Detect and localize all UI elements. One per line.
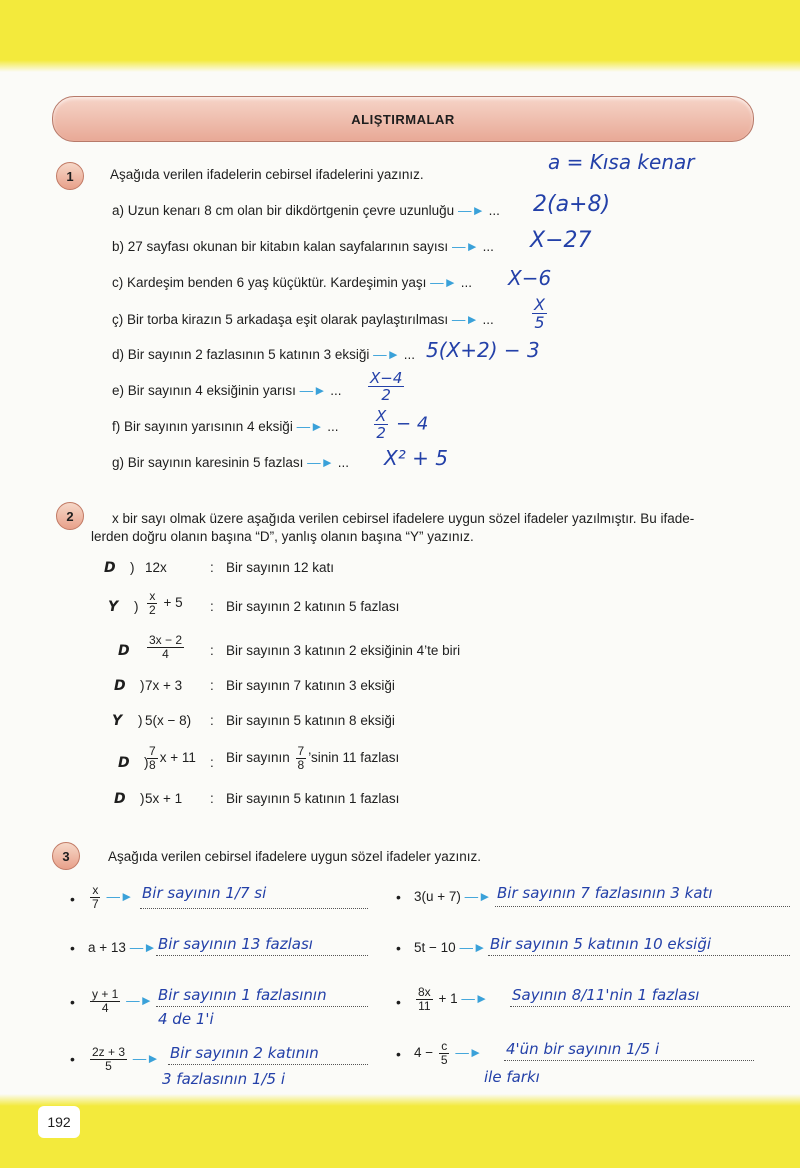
ex1-answer-e: $\frac{X-4}{2}$	[370, 369, 403, 404]
ex1-answer-c: X−6	[508, 266, 552, 290]
exercise-2-instruction-line2: lerden doğru olanın başına “D”, yanlış olanın başına “Y” yazınız.	[91, 529, 474, 544]
ex2-answer-2: D	[118, 643, 130, 659]
ex2-answer-0: D )	[104, 560, 135, 576]
exercise-1-instruction: Aşağıda verilen ifadelerin cebirsel ifadelerini yazınız.	[110, 167, 424, 182]
ex2-desc-5: Bir sayının $\frac{7}{8}$ ’sinin 11 fazlası	[226, 744, 400, 772]
ex2-desc-3: Bir sayının 7 katının 3 eksiği	[226, 678, 395, 693]
ex3-right-expr-3: 4 − $\frac{c}{5}$ —►	[414, 1039, 483, 1067]
ex1-item-c: c) Kardeşim benden 6 yaş küçüktür. Kardeşimin yaşı —► ...	[112, 275, 473, 290]
ex1-item-g: g) Bir sayının karesinin 5 fazlası —► ...	[112, 455, 349, 470]
ex1-item-d: d) Bir sayının 2 fazlasının 5 katının 3 eksiği —► ...	[112, 347, 416, 362]
ex3-right-answer-0: Bir sayının 7 fazlasının 3 katı	[497, 884, 713, 902]
ex3-left-answer-0: Bir sayının 1/7 si	[142, 884, 267, 902]
ex3-left-expr-3: $\frac{2z + 3}{5}$ —►	[92, 1045, 160, 1073]
ex2-desc-2: Bir sayının 3 katının 2 eksiğinin 4’te biri	[226, 643, 461, 658]
ex3-left-expr-2: $\frac{y + 1}{4}$ —►	[92, 987, 153, 1015]
exercise-number-1: 1	[56, 162, 84, 190]
exercise-3-instruction: Aşağıda verilen cebirsel ifadelere uygun sözel ifadeler yazınız.	[108, 849, 481, 864]
ex1-item-f: f) Bir sayının yarısının 4 eksiği —► ...	[112, 419, 339, 434]
section-header	[52, 96, 754, 142]
top-color-band	[0, 0, 800, 72]
ex2-expr-6: 5x + 1	[145, 791, 183, 806]
ex3-right-answer-3-line2: ile farkı	[484, 1068, 540, 1086]
exercise-2-instruction-line1: x bir sayı olmak üzere aşağıda verilen cebirsel ifadelere uygun sözel ifadeler yazılmıştır. Bu ifade-	[112, 511, 695, 526]
ex3-left-answer-3-line2: 3 fazlasının 1/5 i	[162, 1070, 286, 1088]
ex2-desc-0: Bir sayının 12 katı	[226, 560, 335, 575]
ex3-left-expr-1: a + 13 —►	[88, 940, 157, 955]
ex2-answer-4: Y )	[112, 713, 143, 729]
ex1-answer-f: $\frac{X}{2}$ − 4	[376, 407, 429, 442]
ex1-item-b: b) 27 sayfası okunan bir kitabın kalan sayfalarının sayısı —► ...	[112, 239, 494, 254]
ex1-item-a: a) Uzun kenarı 8 cm olan bir dikdörtgenin çevre uzunluğu —► ...	[112, 203, 500, 218]
ex3-left-answer-2: Bir sayının 1 fazlasının	[158, 986, 327, 1004]
ex1-item-cc: ç) Bir torba kirazın 5 arkadaşa eşit olarak paylaştırılması —► ...	[112, 312, 494, 327]
ex2-expr-3: 7x + 3	[145, 678, 183, 693]
ex1-item-e: e) Bir sayının 4 eksiğinin yarısı —► ...	[112, 383, 342, 398]
ex2-expr-1: $\frac{x}{2}$ + 5	[149, 589, 183, 617]
ex3-right-expr-0: 3(u + 7) —►	[414, 889, 492, 904]
ex3-right-expr-1: 5t − 10 —►	[414, 940, 487, 955]
ex2-answer-6: D )	[114, 791, 145, 807]
ex2-answer-5: D )	[118, 755, 149, 771]
ex2-desc-6: Bir sayının 5 katının 1 fazlası	[226, 791, 400, 806]
page-number: 192	[38, 1106, 80, 1138]
ex3-left-answer-1: Bir sayının 13 fazlası	[158, 935, 313, 953]
exercise-number-3: 3	[52, 842, 80, 870]
ex3-right-answer-2: Sayının 8/11'nin 1 fazlası	[512, 986, 700, 1004]
ex3-right-expr-2: $\frac{8x}{11}$ + 1 —►	[418, 985, 489, 1013]
handwritten-note: a = Kısa kenar	[548, 150, 695, 174]
ex3-right-answer-1: Bir sayının 5 katının 10 eksiği	[490, 935, 712, 953]
ex2-desc-4: Bir sayının 5 katının 8 eksiği	[226, 713, 395, 728]
ex3-left-answer-2-line2: 4 de 1'i	[158, 1010, 214, 1028]
ex3-left-expr-0: $\frac{x}{7}$ —►	[92, 883, 134, 911]
ex1-answer-a: 2(a+8)	[533, 192, 611, 217]
ex1-answer-d: 5(X+2) − 3	[426, 338, 540, 362]
ex1-answer-cc: $\frac{X}{5}$	[534, 295, 545, 332]
ex2-expr-0: 12x	[145, 560, 167, 575]
ex2-expr-5: $\frac{7}{8}$ x + 11	[149, 744, 196, 772]
bottom-color-band	[0, 1106, 800, 1168]
ex3-right-answer-3: 4'ün bir sayının 1/5 i	[506, 1040, 660, 1058]
ex2-answer-3: D )	[114, 678, 145, 694]
ex1-answer-g: X² + 5	[384, 446, 448, 470]
ex1-answer-b: X−27	[530, 228, 592, 253]
exercise-number-2: 2	[56, 502, 84, 530]
section-title: ALIŞTIRMALAR	[351, 111, 455, 127]
ex3-left-answer-3: Bir sayının 2 katının	[170, 1044, 319, 1062]
ex2-desc-1: Bir sayının 2 katının 5 fazlası	[226, 599, 400, 614]
ex2-expr-4: 5(x − 8)	[145, 713, 192, 728]
ex2-expr-2: $\frac{3x - 2}{4}$	[149, 633, 183, 661]
ex2-answer-1: Y )	[108, 599, 139, 615]
